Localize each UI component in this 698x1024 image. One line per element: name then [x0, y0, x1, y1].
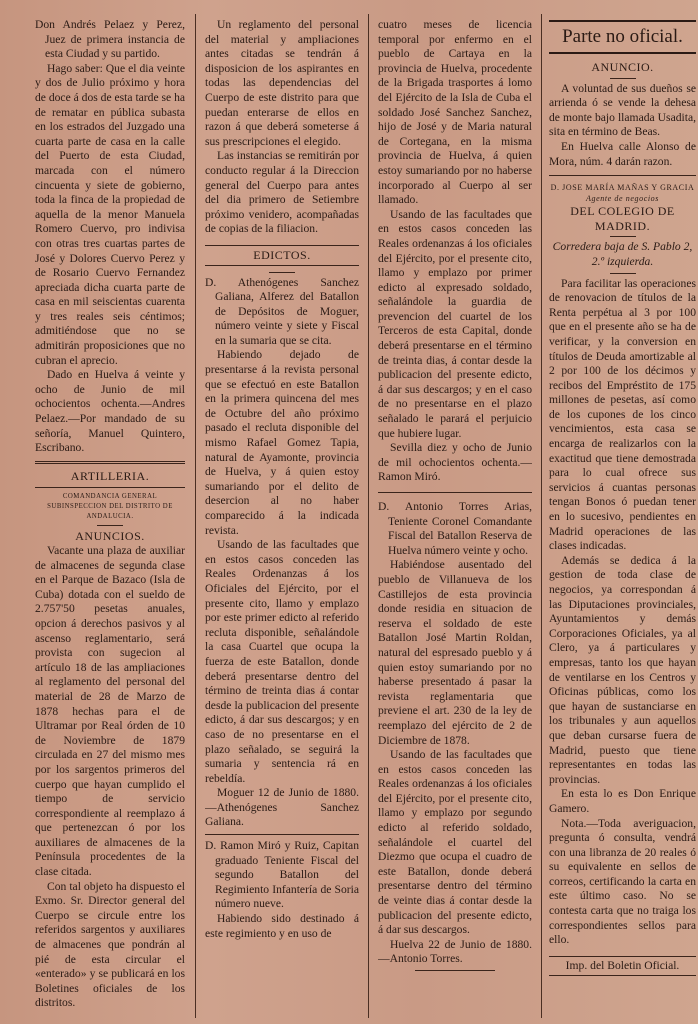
divider	[35, 487, 185, 488]
column-2	[205, 18, 359, 1014]
anuncio-heading: ANUNCIO.	[591, 60, 654, 74]
en-esta-text: En esta lo es Don Enrique Gamero.	[549, 787, 696, 815]
column-divider	[368, 14, 369, 1018]
moguer-signature: Moguer 12 de Junio de 1880.—Athenógenes Sanchez Galiana.	[205, 786, 359, 829]
column-1	[35, 18, 185, 1014]
divider	[610, 78, 636, 79]
imprenta-text: Imp. del Boletin Oficial.	[565, 958, 680, 972]
comandancia-heading: COMANDANCIA GENERAL SUBINSPECCION DEL DISTRITO DE ANDALUCIA.	[47, 493, 173, 521]
divider	[378, 492, 532, 493]
edicto-ramon-header	[205, 839, 359, 912]
reglamento-text: Un reglamento del personal del material y ampliaciones antes citadas se tendrán á disposicion de los aspirantes en todas las dependencias del Cuerpo de este distrito para que puedan enterarse de ellos en razon á que deberá someterse á sus prescripciones el elegido.	[205, 18, 359, 148]
divider	[205, 834, 359, 835]
divider	[35, 461, 185, 464]
voluntad-text: A voluntad de sus dueños se arrienda ó se vende la dehesa de monte bajo llamada Usadita, sita en término de Beas.	[549, 81, 696, 139]
divider	[549, 175, 696, 176]
edicto-header	[35, 18, 185, 62]
jose-maria-heading: D. JOSE MARÍA MAÑAS Y GRACIA	[550, 183, 695, 193]
habiendose-ausentado-text: Habiéndose ausentado del pueblo de Villanueva de los Castillejos de esta provincia donde residia en situacion de reserva el soldado de este Batallon José Martin Roldan, natural del espresado pueblo y á quien estoy sumariando por no haberse presentado á pasar la revista reglamentaria que previene el art. 230 de la ley de reemplazo del ejército de 2 de Diciembre de 1878.	[378, 558, 532, 747]
column-4	[549, 18, 696, 1014]
anuncio-vacante-text: Vacante una plaza de auxiliar de almacenes de segunda clase en el Parque de Bazaco (Isla de Cuba) dotada con el sueldo de 2.757'50 pesetas anuales, opcion á derechos pasivos y al ascenso reglamentario, será provista con sugecion al artículo 18 de las ampliaciones al reglamento del personal del material de 28 de Marzo de 1878 hechas para el de Ultramar por Real órden de 10 de Noviembre de 1879 circulada en 27 del mismo mes por los sargentos primeros del cuerpo que hayan cumplido el tiempo de servicio correspondiente al reemplazo á que pertenezcan ó por los auxiliares de almacenes de la Península procedentes de la clase citada.	[35, 544, 185, 879]
usando-facultades-2-text: Usando de las facultades que en estos casos conceden las Reales ordenanzas á los oficiales del Ejército, por el presente cito, llamo y emplazo por segundo edicto al referido soldado, señalándole el cuartel del Diezmo que ocupa el cuadro de este Batallon, donde deberá presentarse dentro del término de veinte dias á contar desde la publicacion del presente edicto, á dar sus descargos.	[378, 748, 532, 937]
dado-text: Dado en Huelva á veinte y ocho de Junio de mil ochocientos ochenta.—Andres Pelaez.—Por mandado de su señoría, Manuel Quintero, Escribano.	[35, 368, 185, 455]
agente-subheading: Agente de negocios	[586, 194, 659, 204]
ademas-text: Además se dedica á la gestion de toda clase de negocios, ya correspondan á las Diputaciones provinciales, Ayuntamientos y demás Corporaciones Oficiales, ya al Clero, ya á particulares y empresas, tanto los que hayan de ventilarse en los Centros y Oficinas públicas, como los que hayan de sustanciarse en los tribunales y aun aquellos que deban cursarse fuera de Madrid, puesto que tiene representantes en todas las provincias.	[549, 553, 696, 786]
divider	[415, 970, 495, 971]
colegio-heading: DEL COLEGIO DE MADRID.	[570, 204, 675, 233]
huelva-signature: Huelva 22 de Junio de 1880.—Antonio Torres.	[378, 937, 532, 966]
habiendo-dejado-text: Habiendo dejado de presentarse á la revista personal que se efectuó en este Batallon en la primera quincena del mes de Octubre del año próximo pasado el recluta disponible del mismo Rafael Gomez Tapia, natural de Ayamonte, provincia de Huelva, y á quien estoy sumariando por el delito de desercion al no haber comparecido á la indicada revista.	[205, 348, 359, 537]
column-divider	[541, 14, 542, 1018]
edictos-heading: EDICTOS.	[253, 247, 311, 262]
nota-text: Nota.—Toda averiguacion, pregunta ó consulta, vendrá con una libranza de 20 reales ó su equivalente en sellos de correos, certificando la carta en este último caso. No se contesta carta que no traiga los correspondientes sellos para ello.	[549, 816, 696, 947]
hago-saber-text: Hago saber: Que el dia veinte y dos de Julio próximo y hora de doce á dos de esta tarde se ha de rematar en pública subasta en los estrados del Juzgado una cuarta parte de casa en la calle del Puerto de esta Ciudad, marcada con el número cincuenta y siete de gobierno, toda la finca de la propiedad de aquella de la menor Manuela Romero Cuervo, pro indivisa con otras tres cuartas partes de José y Dolores Cuervo Perez y de Rosario Cuervo Fernandez apreciada dicha cuarta parte de casa en mil seiscientas cuarenta y tres reales seis céntimos; admitiéndose que no se admitirán proposiciones que no cubran el aprecio.	[35, 61, 185, 367]
habiendo-sido-text: Habiendo sido destinado á este regimiento y en uso de	[205, 912, 359, 940]
column-divider	[195, 14, 196, 1018]
imprenta-footer	[549, 956, 696, 977]
edicto-antonio-header	[378, 500, 532, 558]
anuncios-heading: ANUNCIOS.	[75, 529, 145, 544]
divider	[97, 525, 123, 526]
cuatro-meses-text: cuatro meses de licencia temporal por enfermo en el pueblo de Cartaya en la provincia de Huelva, procedente de la Brigada trasportes á lomo del Ejército de la Isla de Cuba el soldado José Sanchez Sanchez, hijo de José y de Maria natural de Cortegana, en la misma provincia de Huelva, á quien estoy sumariando por no haberse incorporado al Cuerpo al ser llamado.	[378, 18, 532, 207]
parte-no-oficial-heading: Parte no oficial.	[549, 20, 696, 54]
antonio-torres-heading: D. Antonio Torres Arias, Teniente Coronel Comandante Fiscal del Batallon Reserva de Huelva número veinte y ocho.	[378, 500, 532, 557]
para-facilitar-text: Para facilitar las operaciones de renovacion de títulos de la Renta perpétua al 3 por 100 que en el presente año se ha de verificar, y la conversion en títulos de Deuda amortizable al 2 por 100 de los décimos y recibos del Empréstito de 175 millones de pesetas, así como de los cupones de los cinco vencimientos, esta casa se encarga de realizarlos con la exactitud que tiene demostrada para lo cual ofrece sus servicios á cuantas personas tengan Bonos ó puedan tener en lo sucesivo, pendientes en Madrid operaciones de las clases indicadas.	[549, 276, 696, 553]
ramon-miro-heading: D. Ramon Miró y Ruiz, Capitan graduado Teniente Fiscal del segundo Batallon del Regimiento Infantería de Soria número nueve.	[205, 839, 359, 911]
column-3	[378, 18, 532, 1014]
en-huelva-text: En Huelva calle Alonso de Mora, núm. 4 darán razon.	[549, 139, 696, 168]
artilleria-heading: ARTILLERIA.	[70, 468, 150, 483]
athenogenes-heading: D. Athenógenes Sanchez Galiana, Alferez del Batallon de Depósitos de Moguer, número veinte y siete y Fiscal en la sumaria que se cita.	[205, 275, 359, 347]
divider	[610, 273, 636, 274]
usando-facultades-1-text: Usando de las facultades que en estos casos conceden las Reales ordenanzas á los oficiales del Ejército, por el presente cito, llamo y emplazo por primer edicto al expresado soldado, señalándole la guardia de prevencion del cuartel de los Terceros de esta Capital, donde deberá presentarse en el término de treinta dias, á contar desde la publicacion del presente edicto, á dar sus descargos; y en el caso de no presentarse en el plazo señalado le parará el perjuicio que hubiere lugar.	[378, 207, 532, 440]
edicto-athenogenes-header	[205, 276, 359, 349]
edicto-juez: Don Andrés Pelaez y Perez, Juez de primera instancia de esta Ciudad y su partido.	[35, 18, 185, 61]
edictos-heading-box	[205, 245, 359, 266]
divider	[269, 272, 295, 273]
usando-facultades-text: Usando de las facultades que en estos casos conceden las Reales Ordenanzas á los Oficiales del Ejército, por el presente cito, llamo y emplazo por este primer edicto al referido recluta disponible, señalándole la casa Cuartel que ocupa la fuerza de este Batallon, donde deberá presentarse dentro del término de treinta dias á contar desde la publicacion del presente edicto, á dar sus descargos; y en caso de no presentarse en el plazo señalado, se seguirá la sumaria y sentencia rá en rebeldía.	[205, 538, 359, 785]
corredera-address: Corredera baja de S. Pablo 2, 2.º izquierda.	[552, 240, 693, 268]
divider	[610, 236, 636, 237]
instancias-text: Las instancias se remitirán por conducto regular á la Direccion general del Cuerpo para antes del dia primero de Setiembre próximo venidero, acompañadas de copias de la filiacion.	[205, 149, 359, 236]
sevilla-signature: Sevilla diez y ocho de Junio de mil ochocientos ochenta.—Ramon Miró.	[378, 441, 532, 484]
con-tal-objeto-text: Con tal objeto ha dispuesto el Exmo. Sr. Director general del Cuerpo se circule entre los referidos sargentos y auxiliares de almacenes que pondrán al pié de esta circular el «enterado» y se publicará en los Boletines oficiales de los distritos.	[35, 879, 185, 1010]
